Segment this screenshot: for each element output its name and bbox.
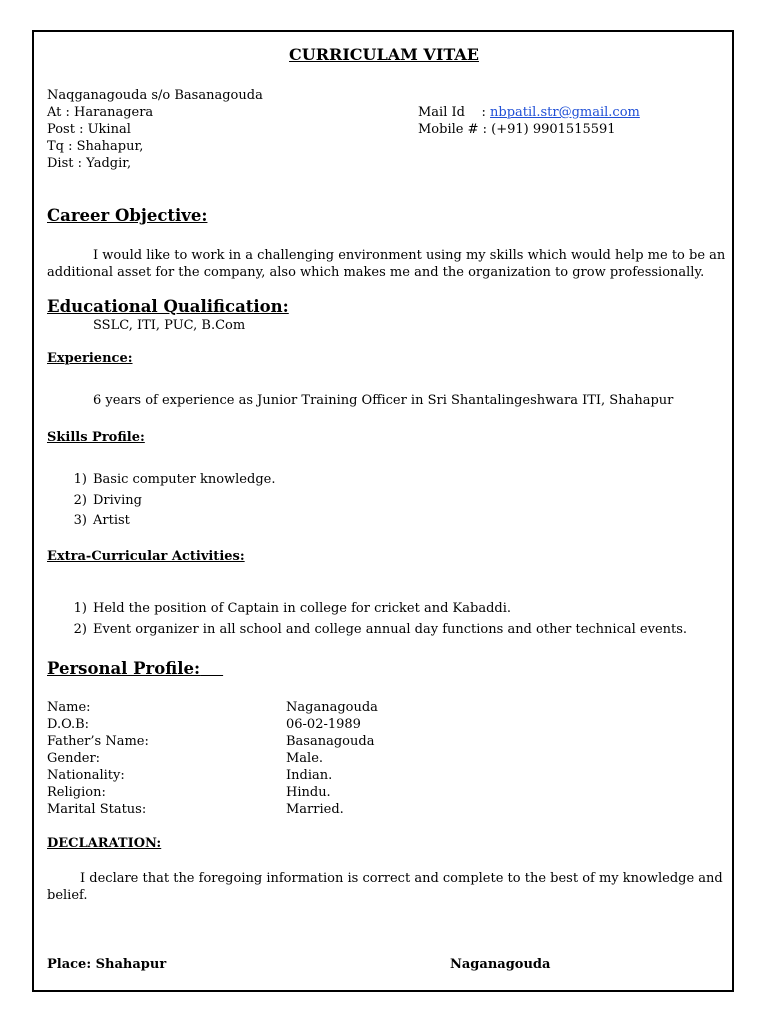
declaration-text: I declare that the foregoing information is correct and complete to the best of my knowledge and belief.	[47, 871, 723, 903]
list-item	[65, 600, 511, 617]
personal-profile-heading-text: Personal Profile:	[47, 659, 201, 678]
profile-label: Religion:	[47, 785, 106, 800]
list-item-text: Artist	[93, 513, 130, 528]
address-line-at: At : Haranagera	[47, 105, 154, 120]
profile-value: 06-02-1989	[286, 717, 361, 732]
profile-label: Marital Status:	[47, 802, 147, 817]
extra-curricular-heading: Extra-Curricular Activities:	[47, 549, 245, 564]
address-line-name: Naqganagouda s/o Basanagouda	[47, 88, 263, 103]
profile-label: Name:	[47, 700, 91, 715]
profile-value: Naganagouda	[286, 700, 378, 715]
skills-heading: Skills Profile:	[47, 430, 145, 445]
list-item	[65, 471, 275, 488]
profile-label: Nationality:	[47, 768, 125, 783]
address-line-district: Dist : Yadgir,	[47, 156, 132, 171]
mobile-label: Mobile # :	[418, 122, 492, 137]
place: Place: Shahapur	[47, 957, 167, 972]
list-item-text: Held the position of Captain in college for cricket and Kabaddi.	[93, 601, 511, 616]
contact-mobile	[418, 121, 616, 138]
profile-label: Father’s Name:	[47, 734, 149, 749]
list-item	[65, 492, 142, 509]
profile-label: Gender:	[47, 751, 101, 766]
experience-text: 6 years of experience as Junior Training Officer in Sri Shantalingeshwara ITI, Shahapur	[93, 393, 674, 408]
experience-heading: Experience:	[47, 351, 133, 366]
document-title: CURRICULAM VITAE	[289, 45, 479, 64]
email-link[interactable]: nbpatil.str@gmail.com	[490, 105, 640, 120]
list-number: 1)	[73, 601, 87, 616]
career-objective-text: I would like to work in a challenging environment using my skills which would help me to be an additional asset for the company, also which makes me and the organization to grow professionally.	[47, 248, 726, 280]
list-number: 1)	[73, 472, 87, 487]
list-item	[65, 512, 130, 529]
contact-mail	[418, 104, 640, 121]
list-item-text: Event organizer in all school and college annual day functions and other technical events.	[93, 622, 688, 637]
list-number: 2)	[73, 493, 87, 508]
list-item-text: Driving	[93, 493, 142, 508]
profile-value: Male.	[286, 751, 324, 766]
mobile-value: (+91) 9901515591	[491, 122, 616, 137]
list-item-text: Basic computer knowledge.	[93, 472, 276, 487]
profile-value: Hindu.	[286, 785, 331, 800]
profile-label: D.O.B:	[47, 717, 90, 732]
address-line-post: Post : Ukinal	[47, 122, 131, 137]
list-item	[65, 621, 687, 638]
mail-label: Mail Id :	[418, 105, 491, 120]
education-heading: Educational Qualification:	[47, 297, 289, 316]
profile-value: Indian.	[286, 768, 333, 783]
education-text: SSLC, ITI, PUC, B.Com	[93, 318, 246, 333]
profile-value: Basanagouda	[286, 734, 375, 749]
profile-value: Married.	[286, 802, 344, 817]
signature-name: Naganagouda	[450, 957, 551, 972]
career-objective-heading: Career Objective:	[47, 206, 208, 225]
list-number: 2)	[73, 622, 87, 637]
personal-profile-heading	[47, 659, 223, 678]
list-number: 3)	[73, 513, 87, 528]
declaration-heading: DECLARATION:	[47, 836, 162, 851]
address-line-taluk: Tq : Shahapur,	[47, 139, 144, 154]
